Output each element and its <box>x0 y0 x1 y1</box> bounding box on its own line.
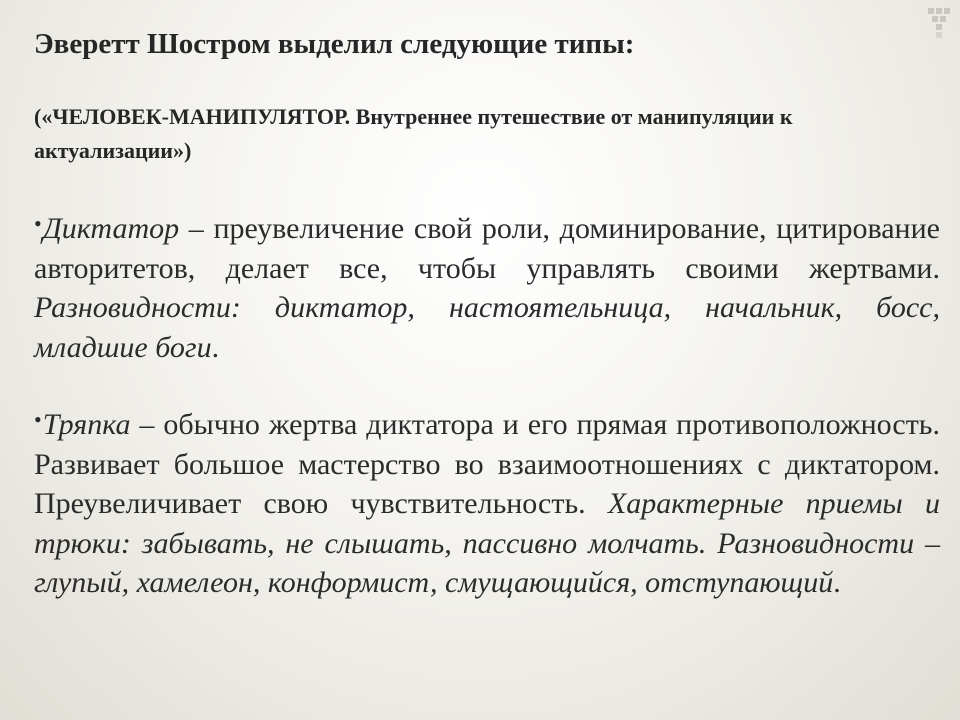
ornament-icon <box>928 8 950 38</box>
list-item <box>34 400 940 603</box>
sentence-end: . <box>833 566 841 599</box>
bullet-icon: • <box>34 211 42 236</box>
type-description: – преувеличение свой роли, доминирование, цитирование авторитетов, делает все, чтобы управлять своими жертвами. <box>34 212 940 285</box>
source-reference: («ЧЕЛОВЕК-МАНИПУЛЯТОР. Внутреннее путешествие от манипуляции к актуализации») <box>34 104 793 163</box>
type-term: Диктатор <box>42 212 180 245</box>
list-item <box>34 204 940 367</box>
type-term: Тряпка <box>42 408 131 441</box>
bullet-icon: • <box>34 407 42 432</box>
type-varieties: Разновидности: диктатор, настоятельница, начальник, босс, младшие боги <box>34 291 940 364</box>
type-varieties: Характерные приемы и трюки: забывать, не слышать, пассивно молчать. Разновидности – глупый, хамелеон, конформист, смущающийся, отступающий <box>34 487 940 599</box>
slide-title: Эверетт Шостром выделил следующие типы: <box>34 28 635 60</box>
type-description: – обычно жертва диктатора и его прямая противоположность. Развивает большое мастерство во взаимоотношениях с диктатором. Преувеличивает свою чувствительность. <box>34 408 940 520</box>
sentence-end: . <box>211 330 220 364</box>
content-body <box>34 204 940 603</box>
